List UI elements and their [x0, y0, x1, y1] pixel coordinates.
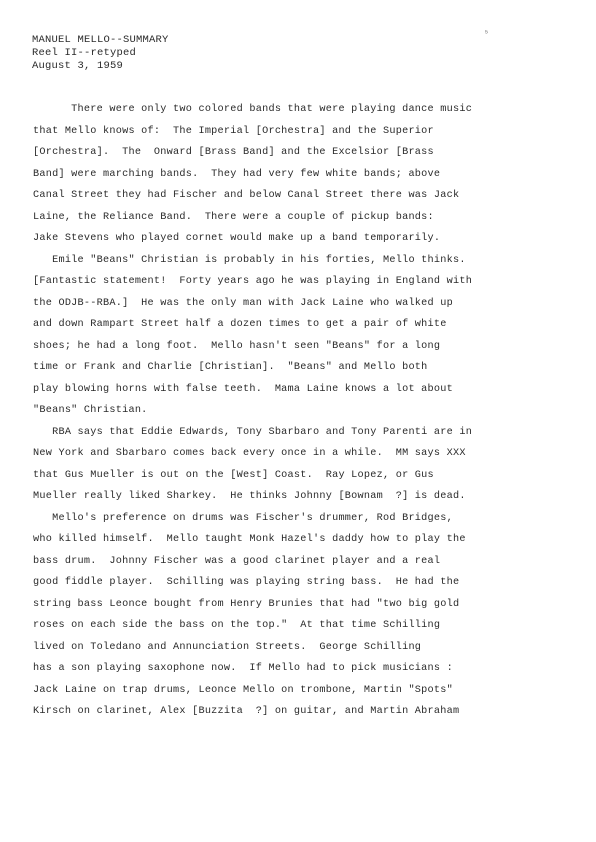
text-line: Canal Street they had Fischer and below Canal Street there was Jack	[33, 190, 460, 201]
text-line: has a son playing saxophone now. If Mello had to pick musicians :	[33, 663, 453, 674]
text-line: RBA says that Eddie Edwards, Tony Sbarbaro and Tony Parenti are in	[33, 426, 473, 438]
text-line: bass drum. Johnny Fischer was a good clarinet player and a real	[33, 555, 441, 567]
text-line: Jake Stevens who played cornet would make up a band temporarily.	[33, 233, 441, 244]
text-line: that Mello knows of: The Imperial [Orchestra] and the Superior	[33, 125, 434, 137]
text-line: string bass Leonce bought from Henry Brunies that had "two big gold	[33, 598, 460, 610]
text-line: There were only two colored bands that were playing dance music	[33, 104, 473, 115]
text-line: that Gus Mueller is out on the [West] Coast. Ray Lopez, or Gus	[33, 469, 434, 481]
text-line: Jack Laine on trap drums, Leonce Mello on trombone, Martin "Spots"	[33, 684, 453, 696]
text-line: New York and Sbarbaro comes back every once in a while. MM says XXX	[33, 448, 466, 459]
text-line: Band] were marching bands. They had very few white bands; above	[33, 168, 441, 180]
header-date: August 3, 1959	[32, 60, 124, 72]
text-line: Kirsch on clarinet, Alex [Buzzita ?] on guitar, and Martin Abraham	[33, 706, 460, 717]
text-line: play blowing horns with false teeth. Mama Laine knows a lot about	[33, 383, 453, 395]
text-line: good fiddle player. Schilling was playing string bass. He had the	[33, 577, 460, 588]
text-line: time or Frank and Charlie [Christian]. "Beans" and Mello both	[33, 362, 428, 373]
text-line: Laine, the Reliance Band. There were a couple of pickup bands:	[33, 211, 434, 223]
text-line: who killed himself. Mello taught Monk Hazel's daddy how to play the	[33, 534, 466, 545]
text-line: shoes; he had a long foot. Mello hasn't seen "Beans" for a long	[33, 340, 441, 352]
page-mark: ⁵	[484, 30, 489, 39]
text-line: lived on Toledano and Annunciation Streets. George Schilling	[33, 641, 422, 653]
text-line: [Orchestra]. The Onward [Brass Band] and the Excelsior [Brass	[33, 147, 434, 158]
text-line: the ODJB--RBA.] He was the only man with Jack Laine who walked up	[33, 297, 453, 309]
header-reel: Reel II--retyped	[32, 47, 137, 59]
text-line: "Beans" Christian.	[33, 405, 148, 416]
text-line: Emile "Beans" Christian is probably in his forties, Mello thinks.	[33, 254, 466, 266]
text-line: Mello's preference on drums was Fischer's drummer, Rod Bridges,	[33, 512, 453, 524]
summary-body	[33, 99, 569, 723]
text-line: Mueller really liked Sharkey. He thinks Johnny [Bownam ?] is dead.	[33, 491, 466, 502]
text-line: roses on each side the bass on the top." At that time Schilling	[33, 620, 441, 631]
document-header	[32, 34, 169, 73]
text-line: [Fantastic statement! Forty years ago he was playing in England with	[33, 276, 473, 287]
header-title: MANUEL MELLO--SUMMARY	[32, 34, 169, 46]
text-line: and down Rampart Street half a dozen times to get a pair of white	[33, 319, 447, 330]
